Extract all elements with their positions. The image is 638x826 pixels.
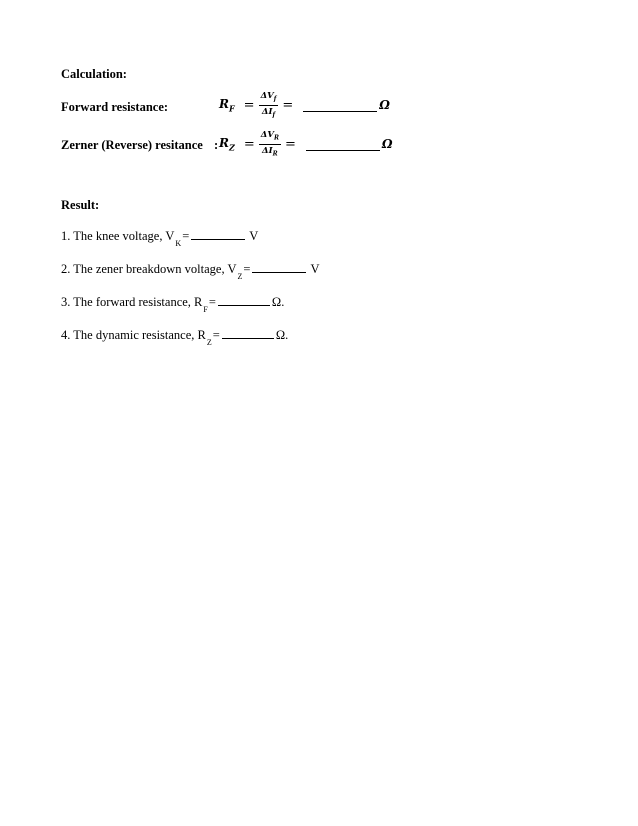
numerator-symbol: ΔV bbox=[260, 130, 274, 140]
fraction-denominator bbox=[260, 145, 280, 158]
fraction-numerator bbox=[259, 92, 279, 106]
equals-sign: = bbox=[208, 295, 216, 309]
equals-sign: = bbox=[284, 136, 296, 152]
denominator-symbol: ΔI bbox=[261, 106, 273, 117]
answer-blank bbox=[303, 99, 377, 112]
forward-resistance-label: Forward resistance: bbox=[61, 100, 169, 114]
lhs-subscript: Z bbox=[228, 142, 235, 153]
forward-resistance-formula bbox=[219, 92, 390, 118]
denominator-subscript: R bbox=[272, 150, 278, 158]
result-item-unit: Ω. bbox=[271, 295, 285, 309]
equals-sign: = bbox=[282, 97, 294, 113]
delta-fraction bbox=[259, 92, 279, 118]
equals-sign: = bbox=[212, 328, 220, 342]
ohm-unit: Ω bbox=[381, 137, 393, 152]
result-item-text: 2. The zener breakdown voltage, V bbox=[61, 262, 237, 276]
reverse-resistance-formula bbox=[219, 131, 393, 157]
numerator-subscript: f bbox=[273, 95, 277, 103]
result-item-text: 4. The dynamic resistance, R bbox=[61, 328, 206, 342]
fraction-denominator bbox=[260, 106, 277, 119]
formula-lhs bbox=[219, 136, 235, 152]
result-item-text: 1. The knee voltage, V bbox=[61, 229, 175, 243]
lhs-symbol: R bbox=[219, 135, 229, 150]
result-item-breakdown-voltage bbox=[61, 262, 320, 281]
lhs-symbol: R bbox=[219, 96, 229, 111]
result-item-knee-voltage bbox=[61, 229, 259, 248]
numerator-subscript: R bbox=[273, 134, 279, 142]
denominator-symbol: ΔI bbox=[262, 145, 273, 156]
result-item-subscript: Z bbox=[206, 338, 212, 347]
result-item-unit: V bbox=[249, 229, 259, 243]
result-item-forward-resistance bbox=[61, 295, 285, 314]
result-item-subscript: F bbox=[203, 305, 208, 314]
result-heading: Result: bbox=[61, 198, 100, 212]
answer-blank bbox=[218, 304, 270, 306]
result-item-unit: Ω. bbox=[275, 328, 289, 342]
denominator-subscript: f bbox=[272, 111, 276, 119]
result-item-subscript: Z bbox=[237, 272, 243, 281]
equals-sign: = bbox=[243, 136, 255, 152]
ohm-unit: Ω bbox=[379, 98, 390, 113]
numerator-symbol: ΔV bbox=[260, 91, 274, 101]
label-colon: : bbox=[213, 138, 219, 152]
calculation-heading: Calculation: bbox=[61, 67, 127, 81]
delta-fraction bbox=[259, 131, 281, 157]
equals-sign: = bbox=[243, 97, 255, 113]
reverse-resistance-label bbox=[61, 138, 218, 153]
answer-blank bbox=[306, 138, 380, 151]
reverse-resistance-text: Zerner (Reverse) resitance bbox=[61, 138, 203, 152]
result-item-subscript: K bbox=[175, 239, 182, 248]
equals-sign: = bbox=[182, 229, 190, 243]
result-item-dynamic-resistance bbox=[61, 328, 289, 347]
answer-blank bbox=[252, 271, 306, 273]
result-item-text: 3. The forward resistance, R bbox=[61, 295, 203, 309]
answer-blank bbox=[222, 337, 274, 339]
fraction-numerator bbox=[259, 131, 281, 145]
answer-blank bbox=[191, 238, 245, 240]
formula-lhs bbox=[219, 97, 235, 113]
result-item-unit: V bbox=[310, 262, 320, 276]
lhs-subscript: F bbox=[228, 103, 235, 114]
equals-sign: = bbox=[243, 262, 251, 276]
